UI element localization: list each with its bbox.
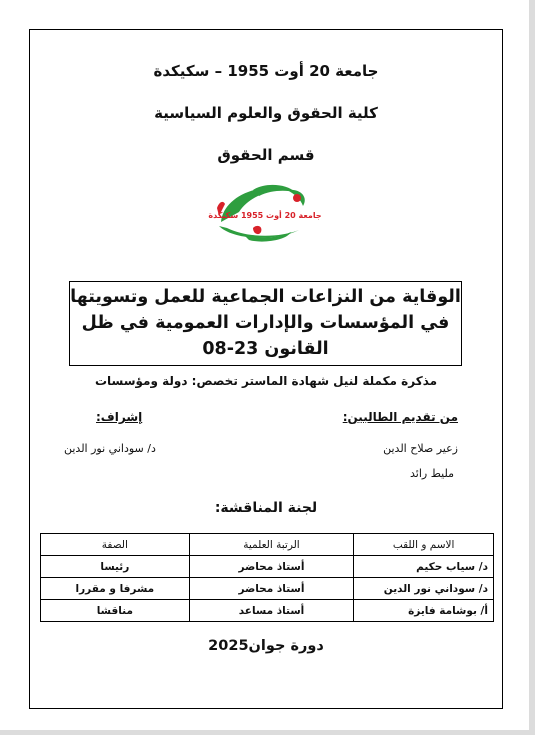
page-edge-right <box>529 0 535 735</box>
table-cell: أ/ بوشامة فايزة <box>354 600 494 622</box>
table-row <box>41 600 494 622</box>
committee-table <box>40 533 494 622</box>
table-cell: مناقشا <box>41 600 190 622</box>
table-cell: د/ سوداني نور الدين <box>354 578 494 600</box>
university-name: جامعة 20 أوت 1955 – سكيكدة <box>153 62 379 80</box>
table-header-cell: الرتبة العلمية <box>189 534 354 556</box>
faculty-name: كلية الحقوق والعلوم السياسية <box>154 104 378 122</box>
students-label: من تقديم الطالبين: <box>342 410 458 424</box>
session-label: دورة جوان2025 <box>208 638 324 654</box>
thesis-title-line-3: القانون 23-08 <box>202 339 329 359</box>
table-header-cell: الاسم و اللقب <box>354 534 494 556</box>
table-cell: أستاذ محاضر <box>189 578 354 600</box>
table-row <box>41 556 494 578</box>
student-name-2: مليط رائد <box>410 467 454 480</box>
logo-lettering: جامعة 20 أوت 1955 سكيكدة <box>208 211 322 220</box>
table-row <box>41 578 494 600</box>
supervisor-name: د/ سوداني نور الدين <box>64 442 156 455</box>
supervisor-label: إشراف: <box>96 410 143 424</box>
committee-title: لجنة المناقشة: <box>214 500 318 516</box>
thesis-subtitle: مذكرة مكملة لنيل شهادة الماستر تخصص: دولة ومؤسسات <box>94 374 438 388</box>
table-header-row <box>41 534 494 556</box>
student-name-1: زعير صلاح الدين <box>383 442 458 455</box>
thesis-title-box <box>69 281 462 366</box>
thesis-title-line-1: الوقاية من النزاعات الجماعية للعمل وتسويتها <box>70 287 461 307</box>
page-edge-bottom <box>0 730 535 735</box>
department-name: قسم الحقوق <box>217 146 315 164</box>
thesis-title-line-2: في المؤسسات والإدارات العمومية في ظل <box>81 313 450 333</box>
university-logo-icon <box>208 182 322 242</box>
table-cell: أستاذ مساعد <box>189 600 354 622</box>
table-header-cell: الصفة <box>41 534 190 556</box>
table-cell: مشرفا و مقررا <box>41 578 190 600</box>
table-cell: أستاذ محاضر <box>189 556 354 578</box>
table-cell: رئيسا <box>41 556 190 578</box>
table-cell: د/ سياب حكيم <box>354 556 494 578</box>
